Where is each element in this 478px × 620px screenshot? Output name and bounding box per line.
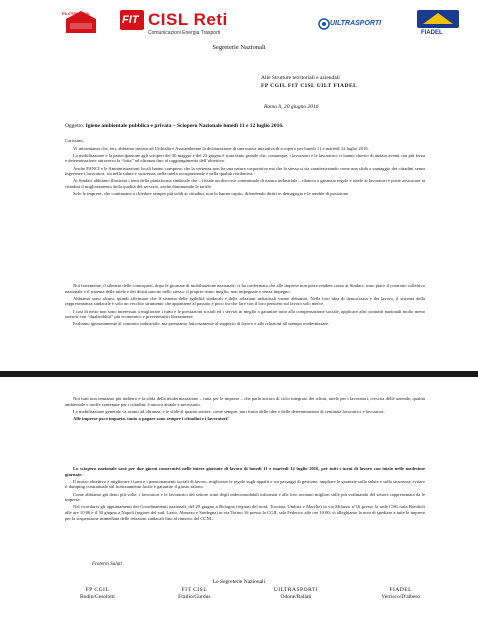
paragraph: Noi fortemente, il silenzio delle controparti, dopo le giornate di mobilitazione nazionale, ci ha confermato che alle imprese non piace rendere conto ai Sindaci, sono piace il contratto collettivo nazionale e il sistema delle tutele e dei diritti sancito nello stesso: il proprio ritmo meglio, non impegnate e senza impegno. [65, 283, 425, 294]
paragraph: Alle imprese poco importa. tanto a pagare sono sempre i cittadini e i lavoratori! [73, 415, 229, 421]
signature-org: FIADEL [389, 587, 412, 593]
closing-salutation: Fraterni Saluti [92, 562, 122, 567]
paragraph: Parliamo ignoratamente al contratto industriale, ma premiamo faticosamente al supporto di lavoro e alle relazioni all utempo modernizzate. [73, 321, 330, 327]
subject-text: Igiene ambientale pubblica e privata – Sciopero Nazionale lunedì 11 e 12 luglio 2016. [85, 123, 284, 129]
body-page-2-strike-details [65, 466, 425, 523]
fit-cisl-reti-logo [120, 10, 228, 38]
uiltrasporti-wordmark: UILTRASPORTI [330, 20, 382, 27]
cisl-reti-wordmark: CISL Reti [148, 10, 228, 29]
greeting: Carissimi, [65, 138, 84, 143]
signature-fp-cgil [80, 587, 115, 600]
signature-uiltrasporti [274, 587, 318, 600]
signature-names: Verrisco/D'albero [381, 594, 420, 600]
filctem-logo-text: FILCTEM CGIL [62, 11, 90, 16]
uiltrasporti-logo [318, 12, 382, 36]
signature-org: FP CGIL [85, 587, 110, 593]
signature-names: Frailio/Gurdus [178, 594, 211, 600]
address-line-2: FP CGIL FIT CISL UILT FIADEL [261, 83, 358, 89]
address-line-1: Alle Strutture territoriali e aziendali [261, 75, 340, 81]
paragraph: Noi tutti non temiamo più indietro e la sfida della modernizzazione – tutta per le imprese – che parla ancora di ciclo integrato dei rifiuti, tutele per i lavoratori, crescita delle aziende, qualità ambientale e tariffe contenute per i cittadini, è ancora attuale e necessario. [65, 396, 425, 407]
paragraph: Il nostro obiettivo è migliorare i turni e i pensionamenti sociali di lavoro, migliorare le regole sugli appalti e sui passaggi di gestione, ampliare le garanzie sulla salute e sulla sicurezza, evitare il dumping contrattuale sul licenziamento facile e garantire il giusto salario. [65, 478, 425, 490]
signature-names: Odone/Ballati [280, 594, 312, 600]
subject-label: Oggetto: [65, 123, 85, 129]
paragraph: La mobilitazione e la partecipazione agli scioperi del 30 maggio e del 23 giugno è stata tanto grande che, comunque, i lavoratori e le lavoratrici ci hanno chiesto di andare avanti con più forza e determinazione attraverso la “lotta” ad oltranza fino al raggiungimento dell’obiettivo. [65, 152, 425, 164]
signature-names: Bodin/Cesolotti [80, 594, 115, 600]
signature-fiadel [381, 587, 420, 600]
cisl-reti-subtitle: Comunicazioni Energia Trasporti [148, 30, 221, 36]
paragraph: Solo le imprese, che continuano a chiedere sempre più soldi ai cittadini, non lo hanno capito, difendendo diritti in demagogia e le rendite di posizione. [73, 191, 350, 197]
paragraph: Lo sciopero nazionale sarà per due giorni consecutivi nelle intere giornate di lavoro di lunedì 11 e martedì 12 luglio 2016, per tutti i turni di lavoro con inizio nelle medesime giornate. [65, 466, 425, 477]
page-separator [0, 371, 478, 377]
paragraph: Abbiamo sono alcuni, quindi affermare che il sistema delle agibilità sindacali e delle relazioni industriali vanno abbattuti. Nella loro idea di democrazia e dei lavoro, il sistema della rappresentanza sindacale è solo un vecchio strumento che appartiene al passato e poco fra che fare con il loro pensiero sul lavoro solo merce. [65, 295, 425, 307]
paragraph: Nel ricordarvi gli appuntamenti dei Coordinamenti nazionali, del 29 giugno a Bologna (regioni del nord, Toscana, Umbria e Marche) in via Milazzo n°16 presso la sede CISL/sala Bondioli alle ore 10.00 e il 30 giugno a Napoli (regioni del sud, Lazio, Abruzzo e Sardegna) in via Torino 16 presso la CGIL sala Federico alle ore 10.00, vi alleghiamo la nota di spediare a tutte le imprese per la sospensione immediata delle relazioni sindacali fino al rinnovo del CCNL. [65, 504, 425, 521]
signature-fit-cisl [178, 587, 210, 600]
paragraph: Anche FANCI e le Amministrazioni locali hanno compreso che la vertenza non ha una natura corporativa ma che la stessa si sta caratterizzando come una sfida a vantaggio dei cittadini senza ingerenze i lavoratori, sia nella salute e sicurezza, nella tutela occupazionale e nella qualità retributiva. [65, 165, 425, 177]
subject-line [65, 123, 284, 129]
fit-badge: FIT [120, 10, 144, 30]
paragraph: Come abbiamo già detto più volte, i lavoratori e le lavoratrici del settore sono degli indecomodabili informati e alle loro avranno migliori sulle più svalutando del settore rappresentata da le imprese. [65, 491, 425, 503]
fiadel-wordmark: FIADEL [421, 30, 443, 36]
signature-block [80, 587, 420, 600]
signatures-heading: Le Segreterie Nazionali [212, 579, 266, 585]
segreterie-heading: Segreterie Nazionali [212, 44, 266, 51]
paragraph: Vi informiamo che, ieri, abbiamo inviato ad Utilitalia e Assoambiente la dichiarazione di una nuova iniziativa di sciopero per lunedì 11 e martedì 12 luglio 2016. [73, 145, 369, 151]
body-page-1 [65, 138, 425, 198]
letter-date: Roma li, 20 giugno 2016 [264, 104, 319, 110]
paragraph: Ai Sindaci abbiamo illustrato i temi della piattaforma sindacale che – fissate un discorso contrattuale di natura industriale – rilancia a garanzia regole e tutele ai lavoratori e poste assicurare ai cittadini il miglioramento della qualità del servizio, anche diminuendo le tariffe. [65, 178, 425, 189]
body-page-1-continued [65, 283, 425, 329]
fiadel-logo [413, 8, 463, 38]
signature-org: FIT CISL [181, 587, 208, 593]
paragraph: I casi di netto non sono interessati a migliorare i turni e le prestazioni sociali ed i servizi in meglio a garantire tutto alla compensazione sociale, applicare altri contratti nazionali molto meno onerosi con “dualisobbiti” più economico e preveneuristi liberamente. [65, 308, 425, 320]
filctem-cgil-logo [62, 7, 100, 37]
paragraph: La mobilitazione generale va avanti ad oltranza, e le sfide al quanto settore, come sempre, noti frutto delle idee e delle determinazioni di centinaia lavoratrici e lavoratori. [73, 408, 385, 414]
signature-org: UILTRASPORTI [273, 587, 319, 593]
body-page-2 [65, 396, 425, 423]
